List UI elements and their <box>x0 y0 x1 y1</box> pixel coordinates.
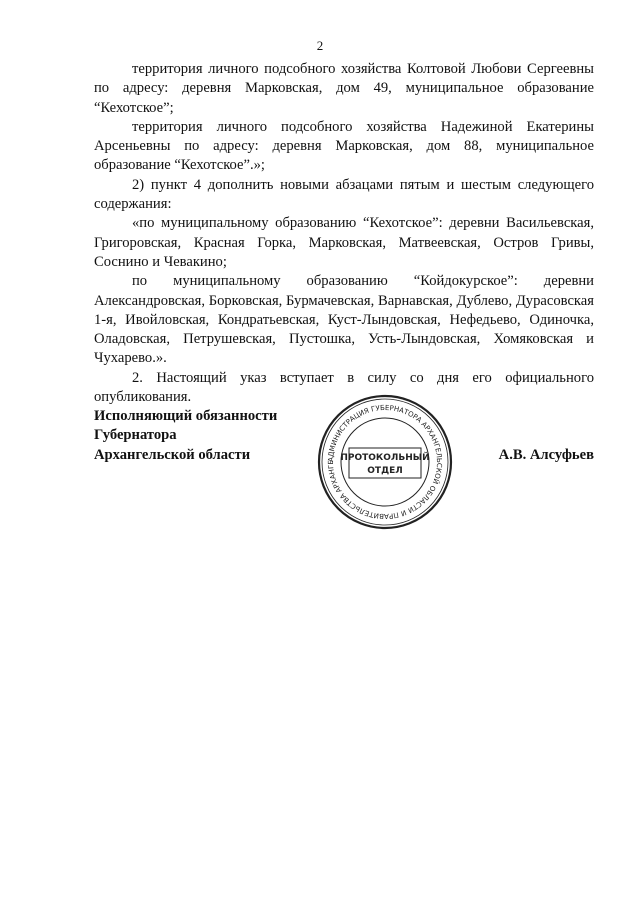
paragraph-2: территория личного подсобного хозяйства Надежиной Екатерины Арсеньевны по адресу: деревня Марковская, дом 88, муниципальное образование “Кехотское”.»; <box>94 118 594 174</box>
paragraph-6: 2. Настоящий указ вступает в силу со дня его официального опубликования. <box>94 369 594 406</box>
signatory-title-line-1: Исполняющий обязанности <box>94 408 278 424</box>
stamp-center-line-1: ПРОТОКОЛЬНЫЙ <box>340 453 430 463</box>
paragraph-3: 2) пункт 4 дополнить новыми абзацами пятым и шестым следующего содержания: <box>94 176 594 213</box>
signatory-name: А.В. Алсуфьев <box>498 446 594 463</box>
stamp-seal-graphic <box>315 392 455 532</box>
stamp-center-line-2: ОТДЕЛ <box>367 466 403 476</box>
paragraph-1: территория личного подсобного хозяйства Колтовой Любови Сергеевны по адресу: деревня Марковская, дом 49, муниципальное образование “Кехотское”; <box>94 61 594 116</box>
paragraph-4: «по муниципальному образованию “Кехотское”: деревни Васильевская, Григоровская, Красная Горка, Марковская, Матвеевская, Остров Гривы, Соснино и Чевакино; <box>94 215 594 270</box>
stamp-ring-text: АДМИНИСТРАЦИЯ ГУБЕРНАТОРА АРХАНГЕЛЬСКОЙ ОБЛАСТИ И ПРАВИТЕЛЬСТВА АРХАНГЕ <box>326 403 444 521</box>
signatory-title-line-3: Архангельской области <box>94 446 251 463</box>
document-body <box>94 60 594 407</box>
official-stamp <box>315 392 455 532</box>
paragraph-5: по муниципальному образованию “Койдокурское”: деревни Александровская, Борковская, Бурмачевская, Варнавская, Дублево, Дурасовская 1-я, Ивойловская, Кондратьевская, Куст-Лындовская, Нефедьево, Одиночка, Оладовская, Петрушевская, Пустошка, Усть-Лындовская, Хомяковская и Чухарево.». <box>94 273 594 367</box>
page-number: 2 <box>316 38 324 53</box>
signatory-title-line-2: Губернатора <box>94 427 177 444</box>
signatory-title <box>94 407 277 465</box>
